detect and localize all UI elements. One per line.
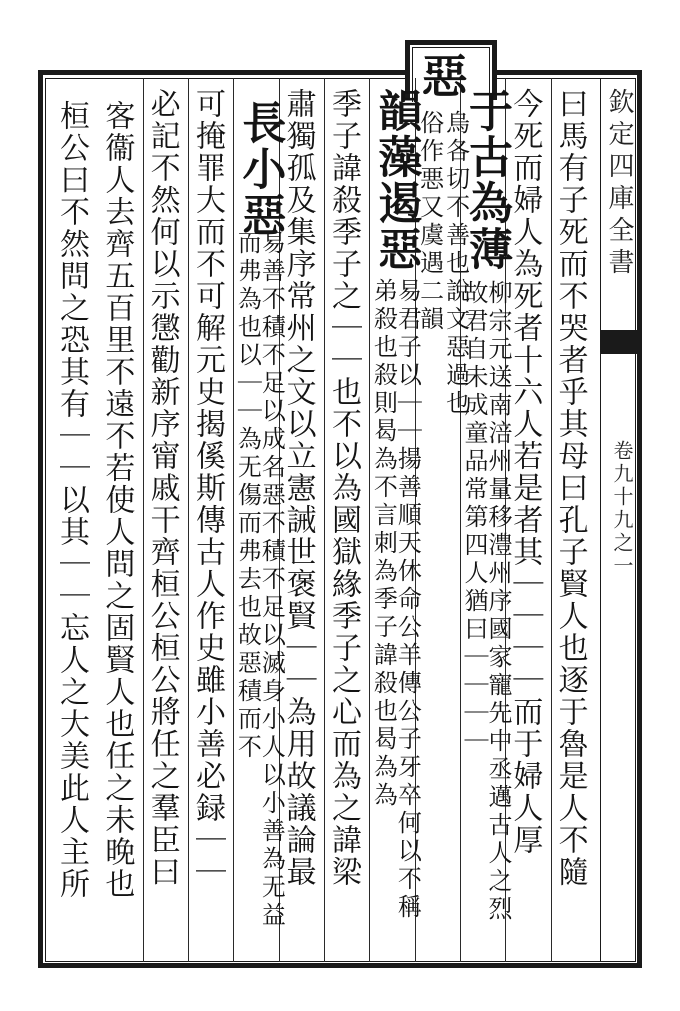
text-column-3 — [461, 88, 512, 272]
headword: 韻藻遏惡 — [370, 88, 422, 272]
text-column-2: 今死而婦人為死者十六人若是者其｜｜｜｜而于婦人厚 — [507, 88, 543, 856]
text-column-10: 必記不然何以示懲勸新序甯戚干齊桓公桓公將任之羣臣曰 — [144, 88, 180, 888]
head-character-gloss: 烏各切不善也說文惡過也俗作悪又虞遇二韻 — [415, 110, 470, 418]
column-rule — [324, 78, 325, 962]
text-column-5 — [370, 88, 422, 272]
text-column-12: 桓公曰不然問之恐其有｜｜以其｜｜忘人之大美此人主所 — [54, 100, 89, 900]
text-column-9: 可掩罪大而不可解元史揭傒斯傳古人作史雖小善必録｜｜ — [190, 88, 225, 888]
text-column-8 — [234, 100, 286, 238]
collection-title: 欽定四庫全書 — [604, 88, 634, 280]
column-rule — [551, 78, 552, 962]
annotation-column-3: 柳宗元送南涪州量移澧州序國家寵先中丞邁古人之烈故君自未成童品常第四人猶曰｜｜｜｜ — [460, 280, 512, 924]
column-rule — [188, 78, 189, 962]
text-column-7: 肅獨孤及集序常州之文以立憲誡世褒賢｜｜為用故議論最 — [280, 88, 316, 888]
text-column-11: 客衞人去齊五百里不遠不若使人問之固賢人也任之未晚也 — [99, 100, 135, 900]
head-character: 惡 — [414, 52, 469, 98]
fish-tail-mark — [600, 330, 642, 354]
headword: 長小惡 — [234, 100, 286, 238]
volume-label: 卷九十九之一 — [610, 440, 634, 578]
text-column-6: 季子諱殺季子之｜｜也不以為國獄緣季子之心而為之諱梁 — [326, 88, 361, 888]
annotation-column-8: 易善不積不足以成名惡不積不足以滅身小人以小善為无益而弗為也以｜｜為无傷而弗去也故惡積而不 — [233, 230, 286, 930]
column-rule — [143, 78, 144, 962]
headword: 于古為薄 — [461, 88, 512, 272]
text-column-1: 曰馬有子死而不哭者乎其母曰孔子賢人也逐于魯是人不隨 — [552, 88, 588, 888]
annotation-column-5: 易君子以｜｜揚善順天休命公羊傳公子牙卒何以不稱弟殺也殺則曷為不言刺為季子諱殺也曷為為 — [369, 278, 422, 922]
